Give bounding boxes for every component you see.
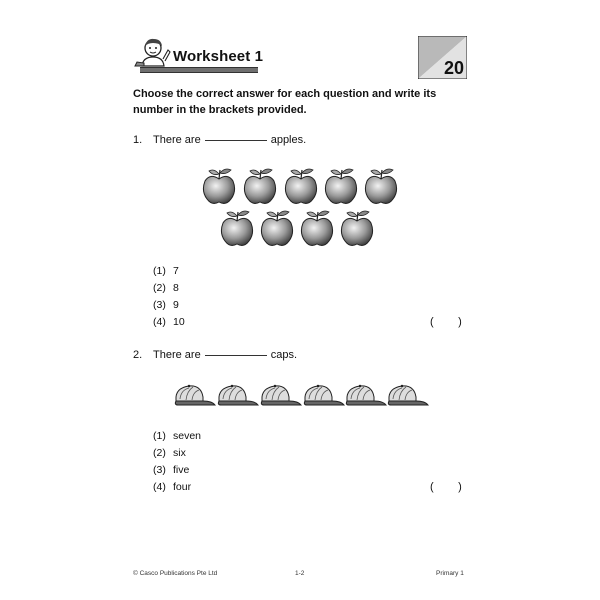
page-number: 20 <box>443 58 464 78</box>
apple-icon <box>299 208 335 248</box>
question-2-answer-bracket[interactable]: ( ) <box>430 481 462 493</box>
question-2-number: 2. <box>133 349 143 361</box>
cap-icon <box>343 383 387 407</box>
question-2-text-before: There are <box>153 349 201 361</box>
cap-icon <box>258 383 302 407</box>
footer-page: 1-2 <box>295 570 305 577</box>
footer-publisher: © Casco Publications Pte Ltd <box>133 570 218 577</box>
worksheet-title: Worksheet 1 <box>173 48 264 65</box>
apple-icon <box>259 208 295 248</box>
apple-icon <box>201 166 237 206</box>
footer-level: Primary 1 <box>436 570 464 577</box>
title-underline <box>140 67 258 73</box>
cap-icon <box>172 383 216 407</box>
question-1-text-after: apples. <box>270 134 307 146</box>
cap-icon <box>215 383 259 407</box>
apple-icon <box>323 166 359 206</box>
apple-icon <box>242 166 278 206</box>
apple-icon <box>363 166 399 206</box>
cap-icon <box>301 383 345 407</box>
question-1-number: 1. <box>133 134 143 146</box>
question-2-text-after: caps. <box>270 349 297 361</box>
question-1-text <box>153 134 306 146</box>
apple-icon <box>283 166 319 206</box>
cap-icon <box>385 383 429 407</box>
apple-icon <box>219 208 255 248</box>
apple-icon <box>339 208 375 248</box>
question-2-text <box>153 349 297 361</box>
question-1-answer-bracket[interactable]: ( ) <box>430 316 462 328</box>
question-1-blank <box>205 140 267 141</box>
question-1-text-before: There are <box>153 134 201 146</box>
instructions: Choose the correct answer for each question and write its number in the brackets provided. <box>133 88 437 116</box>
question-2-blank <box>205 355 267 356</box>
